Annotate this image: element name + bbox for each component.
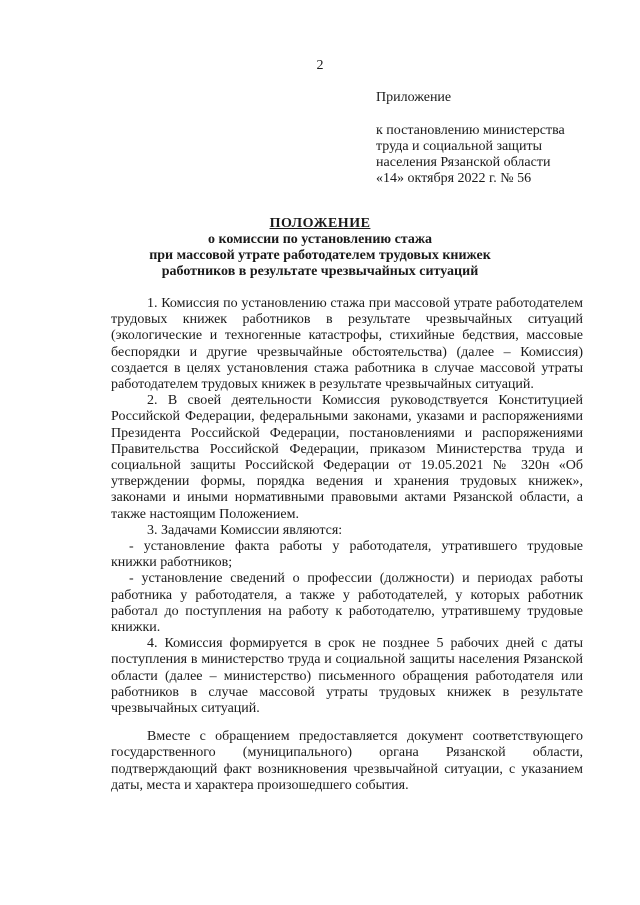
heading-line: при массовой утрате работодателем трудовых книжек [149,248,491,263]
paragraph-3: 3. Задачами Комиссии являются: [147,522,343,538]
heading-title: ПОЛОЖЕНИЕ [269,216,371,231]
appendix-block [376,90,565,187]
heading-line: работников в результате чрезвычайных ситуаций [161,264,479,279]
task-item-1: - установление факта работы у работодателя, утратившего трудовые книжки работников; [111,539,583,571]
appendix-title: Приложение [376,90,452,105]
document-body [111,296,583,794]
heading-line: о комиссии по установлению стажа [207,232,433,247]
appendix-line: труда и социальной защиты [376,139,542,154]
paragraph-5: Вместе с обращением предоставляется документ соответствующего государственного (муниципального) органа Рязанской области, подтверждающий факт возникновения чрезвычайной ситуации, с указанием даты, места и характера произошедшего события. [111,729,583,793]
appendix-line: к постановлению министерства [376,123,565,138]
appendix-line: населения Рязанской области [376,155,551,170]
paragraph-1: 1. Комиссия по установлению стажа при массовой утрате работодателем трудовых книжек работников в результате чрезвычайных ситуаций (экологические и техногенные катастрофы, стихийные бедствия, массовые беспорядки и другие чрезвычайные обстоятельства) (далее – Комиссия) создается в целях установления стажа работника в случае массовой утраты работодателем трудовых книжек в результате чрезвычайных ситуаций. [111,296,583,393]
paragraph-2: 2. В своей деятельности Комиссия руководствуется Конституцией Российской Федерации, федеральными законами, указами и распоряжениями Президента Российской Федерации, постановлениями и распоряжениями Правительства Российской Федерации, приказом Министерства труда и социальной защиты Российской Федерации от 19.05.2021 № 320н «Об утверждении формы, порядка ведения и хранения трудовых книжек», законами и иными нормативными правовыми актами Рязанской области, а также настоящим Положением. [111,393,583,522]
document-heading [0,216,640,280]
appendix-line: «14» октября 2022 г. № 56 [376,171,532,186]
page-number: 2 [316,58,324,73]
paragraph-4: 4. Комиссия формируется в срок не позднее 5 рабочих дней с даты поступления в министерство труда и социальной защиты населения Рязанской области (далее – министерство) письменного обращения работодателя или работников в случае массовой утраты трудовых книжек в результате чрезвычайных ситуаций. [111,636,583,717]
task-item-2: - установление сведений о профессии (должности) и периодах работы работника у работодателя, а также у работодателей, у которых работник работал до поступления на работу к работодателю, утратившему трудовые книжки. [111,571,583,636]
